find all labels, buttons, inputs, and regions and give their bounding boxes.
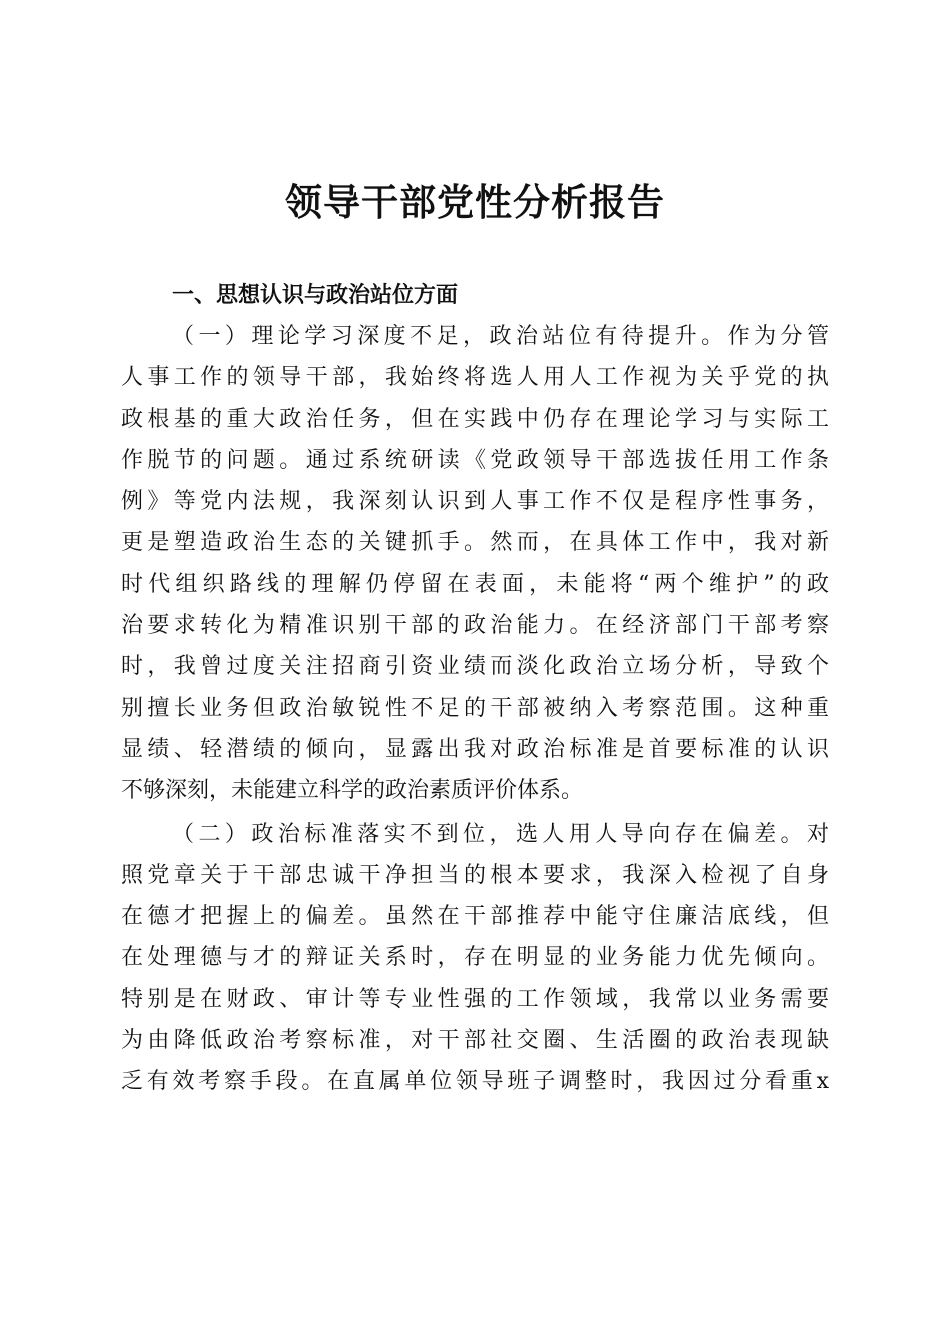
paragraph-line: （二）政治标准落实不到位，选人用人导向存在偏差。对 — [172, 821, 829, 847]
paragraph-line: 人事工作的领导干部，我始终将选人用人工作视为关乎党的执 — [121, 365, 829, 391]
document-body — [121, 276, 829, 1103]
paragraph-line: 作脱节的问题。通过系统研读《党政领导干部选拔任用工作条 — [121, 447, 829, 473]
paragraph-line: 治要求转化为精准识别干部的政治能力。在经济部门干部考察 — [121, 613, 829, 639]
paragraph-line: 时，我曾过度关注招商引资业绩而淡化政治立场分析，导致个 — [121, 654, 829, 680]
paragraph-line: 照党章关于干部忠诚干净担当的根本要求，我深入检视了自身 — [121, 862, 829, 888]
paragraph-line: 特别是在财政、审计等专业性强的工作领域，我常以业务需要 — [121, 986, 829, 1012]
paragraph-line: （一）理论学习深度不足，政治站位有待提升。作为分管 — [172, 324, 829, 349]
paragraph-line: 例》等党内法规，我深刻认识到人事工作不仅是程序性事务， — [121, 489, 829, 515]
document-title: 领导干部党性分析报告 — [285, 180, 665, 224]
paragraph-2 — [121, 814, 829, 1103]
paragraph-line: 不够深刻，未能建立科学的政治素质评价体系。 — [121, 778, 584, 804]
paragraph-line: 在德才把握上的偏差。虽然在干部推荐中能守住廉洁底线，但 — [121, 904, 829, 930]
paragraph-line: 为由降低政治考察标准，对干部社交圈、生活圈的政治表现缺 — [121, 1028, 829, 1054]
paragraph-line: 显绩、轻潜绩的倾向，显露出我对政治标准是首要标准的认识 — [121, 736, 829, 762]
paragraph-line: 更是塑造政治生态的关键抓手。然而，在具体工作中，我对新 — [121, 530, 829, 556]
paragraph-line: 时代组织路线的理解仍停留在表面，未能将“两个维护”的政 — [121, 571, 829, 597]
paragraph-line: 别擅长业务但政治敏锐性不足的干部被纳入考察范围。这种重 — [121, 695, 829, 721]
section-heading: 一、思想认识与政治站位方面 — [172, 283, 459, 308]
paragraph-line: 政根基的重大政治任务，但在实践中仍存在理论学习与实际工 — [121, 406, 829, 432]
paragraph-line: 在处理德与才的辩证关系时，存在明显的业务能力优先倾向。 — [121, 945, 829, 971]
paragraph-1 — [121, 316, 829, 812]
paragraph-line: 乏有效考察手段。在直属单位领导班子调整时，我因过分看重x — [121, 1069, 829, 1095]
